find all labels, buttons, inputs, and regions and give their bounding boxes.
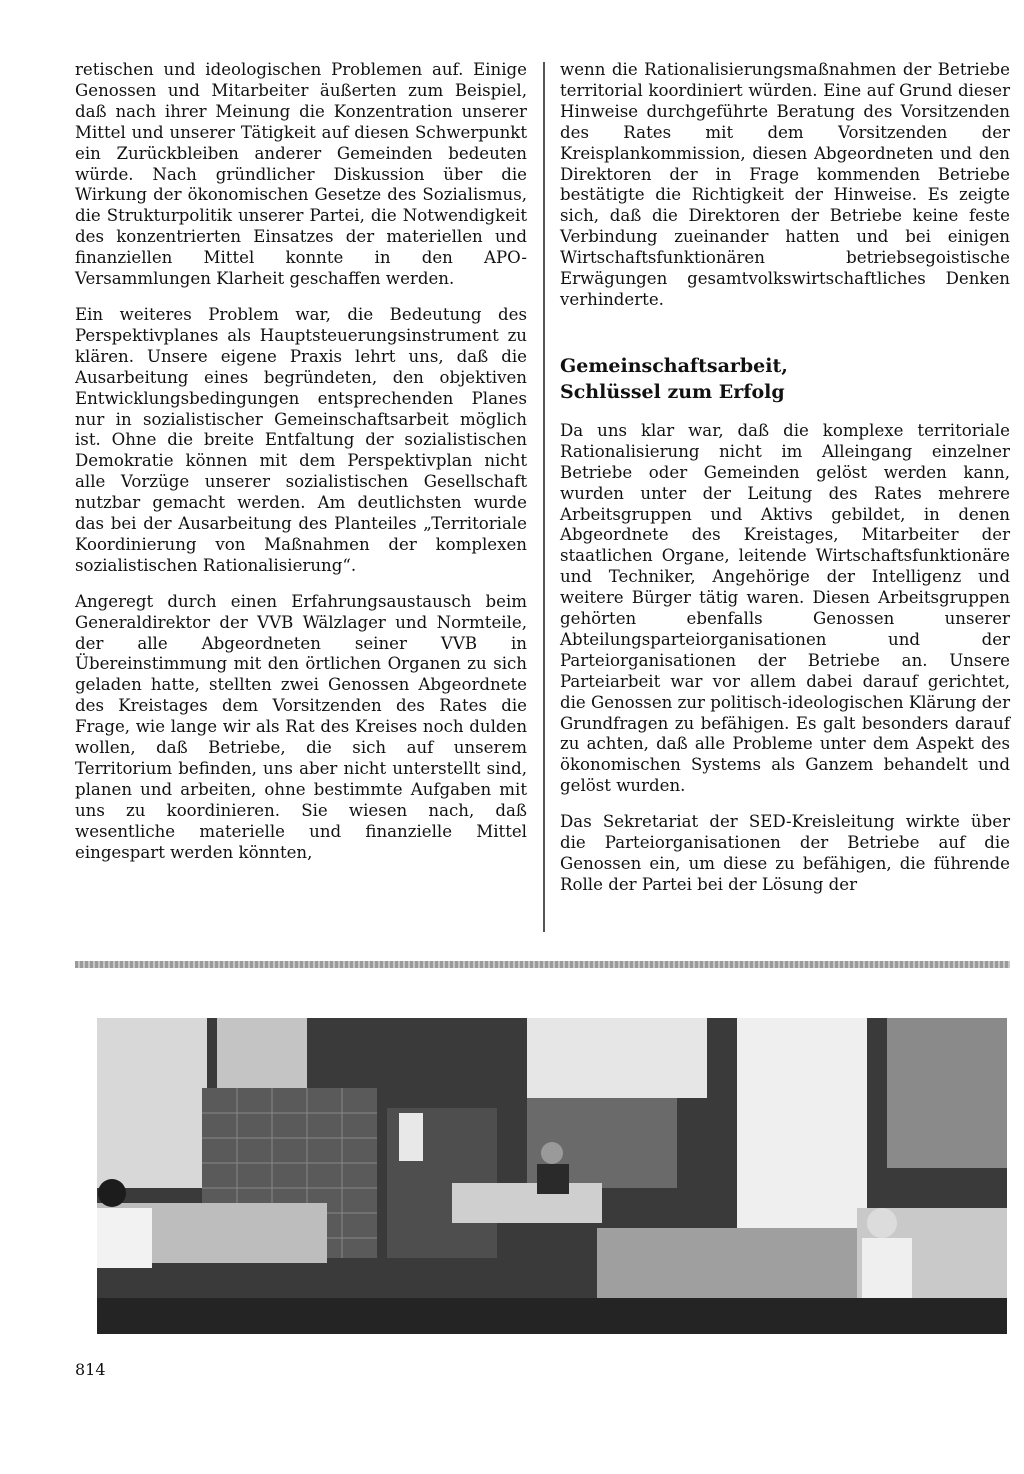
section-heading bbox=[560, 353, 1010, 405]
paragraph: retischen und ideologischen Problemen auf. Einige Genossen und Mitarbeiter äußerten zum Beispiel, daß nach ihrer Meinung die Konzentration unserer Mittel und unserer Tätigkeit auf diesen Schwerpunkt ein Zurückbleiben anderer Gemeinden bedeuten würde. Nach gründlicher Diskussion über die Wirkung der ökonomischen Gesetze des Sozialismus, die Strukturpolitik unserer Partei, die Notwendigkeit des konzentrierten Einsatzes der materiellen und finanziellen Mittel konnte in den APO-Versammlungen Klarheit geschaffen werden. bbox=[75, 60, 527, 289]
left-column bbox=[75, 60, 527, 879]
paragraph: Angeregt durch einen Erfahrungsaustausch beim Generaldirektor der VVB Wälzlager und Normteile, der alle Abgeordneten seiner VVB in Übereinstimmung mit den örtlichen Organen zu sich geladen hatte, stellten zwei Genossen Abgeordnete des Kreistages dem Vorsitzenden des Rates die Frage, wie lange wir als Rat des Kreises noch dulden wollen, daß Betriebe, die sich auf unserem Territorium befinden, uns aber nicht unterstellt sind, planen und arbeiten, ohne bestimmte Aufgaben mit uns zu koordinieren. Sie wiesen nach, daß wesentliche materielle und finanzielle Mittel eingespart werden könnten, bbox=[75, 591, 527, 862]
section-heading-line: Schlüssel zum Erfolg bbox=[560, 380, 785, 403]
page-number: 814 bbox=[75, 1360, 106, 1379]
office-photo bbox=[97, 1018, 1007, 1334]
paragraph: Ein weiteres Problem war, die Bedeutung des Perspektivplanes als Hauptsteuerungsinstrument zu klären. Unsere eigene Praxis lehrt uns, daß die Ausarbeitung eines begründeten, den objektiven Entwicklungsbedingungen entsprechenden Planes nur in sozialistischer Gemeinschaftsarbeit möglich ist. Ohne die breite Entfaltung der sozialistischen Demokratie können mit dem Perspektivplan nicht alle Vorzüge unserer sozialistischen Gesellschaft nutzbar gemacht werden. Am deutlichsten wurde das bei der Ausarbeitung des Planteiles „Territoriale Koordinierung von Maßnahmen der komplexen sozialistischen Rationalisierung“. bbox=[75, 304, 527, 575]
paragraph: wenn die Rationalisierungsmaßnahmen der Betriebe territorial koordiniert würden. Eine auf Grund dieser Hinweise durchgeführte Beratung des Vorsitzenden des Rates mit dem Vorsitzenden der Kreisplankommission, diesen Abgeordneten und den Direktoren der in Frage kommenden Betriebe bestätigte die Richtigkeit der Hinweise. Es zeigte sich, daß die Direktoren der Betriebe keine feste Verbindung zueinander hatten und bei einigen Wirtschaftsfunktionären betriebsegoistische Erwägungen gesamtvolkswirtschaftliches Denken verhinderte. bbox=[560, 60, 1010, 309]
paragraph: Das Sekretariat der SED-Kreisleitung wirkte über die Parteiorganisationen der Betriebe auf die Genossen ein, um diese zu befähigen, die führende Rolle der Partei bei der Lösung der bbox=[560, 812, 1010, 894]
column-divider bbox=[543, 62, 545, 932]
section-heading-line: Gemeinschaftsarbeit, bbox=[560, 354, 788, 377]
horizontal-rule bbox=[75, 961, 1010, 968]
paragraph: Da uns klar war, daß die komplexe territoriale Rationalisierung nicht im Alleingang einzelner Betriebe oder Gemeinden gelöst werden kann, wurden unter der Leitung des Rates mehrere Arbeitsgruppen und Aktivs gebildet, in denen Abgeordnete des Kreistages, Mitarbeiter der staatlichen Organe, leitende Wirtschaftsfunktionäre und Techniker, Angehörige der Intelligenz und weitere Bürger tätig waren. Diesen Arbeitsgruppen gehörten ebenfalls Genossen unserer Abteilungsparteiorganisationen und der Parteiorganisationen der Betriebe an. Unsere Parteiarbeit war vor allem dabei darauf gerichtet, die Genossen zur politisch-ideologischen Klärung der Grundfragen zu befähigen. Es galt besonders darauf zu achten, daß alle Probleme unter dem Aspekt des ökonomischen Systems als Ganzem behandelt und gelöst wurden. bbox=[560, 420, 1010, 796]
right-column bbox=[560, 60, 1010, 911]
